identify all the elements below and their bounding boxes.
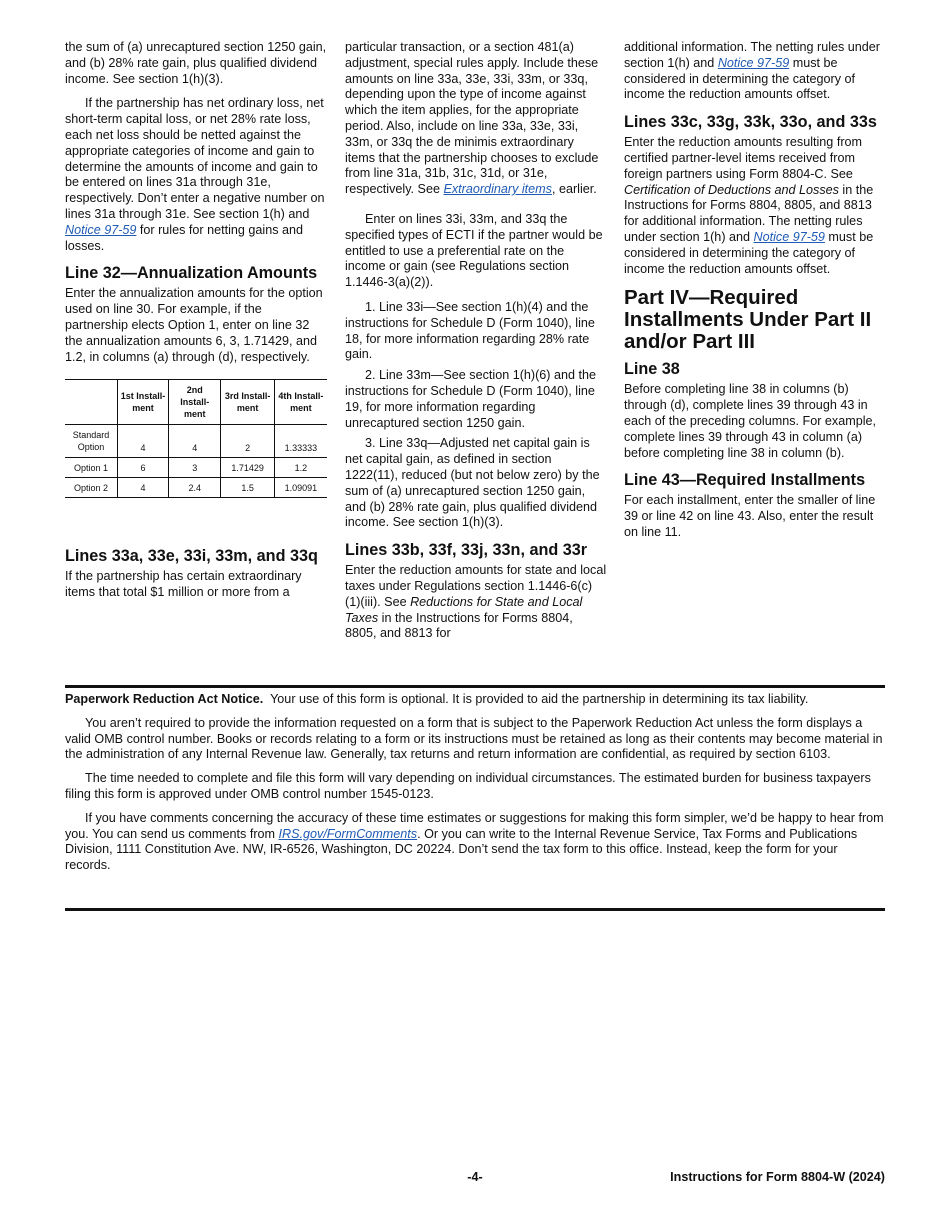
- page-number: -4-: [467, 1170, 483, 1184]
- table-header-cell: [65, 380, 118, 425]
- text: in the Instructions for Forms 8804, 8805, and 8813 for: [345, 610, 573, 641]
- text: . Or you can write to the Internal Revenue Service, Tax Forms and Publications Division, 1111 Constitution Ave. NW, IR-6526, Washington, DC 20224. Don’t send the tax form to this office. Instead, keep the form for your records.: [65, 826, 858, 873]
- list-item: 1. Line 33i—See section 1(h)(4) and the instructions for Schedule D (Form 1040), line 18, for more information regarding 28% rate gain.: [345, 299, 595, 362]
- heading-lines-33c: Lines 33c, 33g, 33k, 33o, and 33s: [624, 113, 877, 132]
- text: If the partnership has net ordinary loss, net short-term capital loss, or net 28% rate loss, each net loss should be netted against the appropriate categories of income and gain to determine the amounts of income and gain to be entered on lines 31a through 31e, respectively. Don’t enter a negative number on lines 31a through 31e. See section 1(h) and: [65, 96, 325, 221]
- paragraph: [345, 40, 607, 198]
- extraordinary-items-link[interactable]: Extraordinary items: [443, 182, 552, 197]
- text: in the Instructions for Forms 8804, 8805, and 8813 for additional information. The netting rules under section 1(h) and: [624, 182, 874, 244]
- paragraph: Enter the annualization amounts for the option used on line 30. For example, if the partnership elects Option 1, enter on line 32 the annualization amounts 6, 3, 1.71429, and 1.2, in columns (a) through (d), respectively.: [65, 286, 323, 364]
- reference-title: Certification of Deductions and Losses: [624, 182, 839, 197]
- form-title: Instructions for Form 8804-W (2024): [670, 1170, 885, 1184]
- text: If you have comments concerning the accuracy of these time estimates or suggestions for making this form simpler, we’d be happy to hear from you. You can send us comments from: [65, 810, 884, 841]
- table-header-row: [65, 380, 327, 425]
- paragraph: The time needed to complete and file this form will vary depending on individual circumstances. The estimated burden for business taxpayers filing this form is approved under OMB control number 1545-0123.: [65, 771, 871, 801]
- table-row: [65, 478, 327, 498]
- table-cell: 2: [221, 425, 274, 458]
- notice-97-59-link[interactable]: Notice 97-59: [753, 229, 825, 244]
- list-item: 2. Line 33m—See section 1(h)(6) and the instructions for Schedule D (Form 1040), line 19, for more information regarding unrecaptured section 1250 gain.: [345, 368, 597, 430]
- reference-title: Reductions for State and Local Taxes: [345, 594, 583, 625]
- paragraph: the sum of (a) unrecaptured section 1250 gain, and (b) 28% rate gain, plus qualified dividend income. See section 1(h)(3).: [65, 40, 327, 86]
- notice-97-59-link[interactable]: Notice 97-59: [65, 222, 137, 237]
- paragraph: Enter on lines 33i, 33m, and 33q the specified types of ECTI if the partner would be entitled to use a preferential rate on the income or gain (see Regulations section 1.1446-3(a)(2)).: [345, 211, 603, 290]
- table-cell: 1.33333: [274, 425, 327, 458]
- heading-part-iv: Part IV—Required Installments Under Part II and/or Part III: [624, 286, 872, 354]
- heading-line-38: Line 38: [624, 360, 680, 379]
- table-row: [65, 458, 327, 478]
- text: Enter the reduction amounts resulting from certified partner-level items received from foreign partners using Form 8804-C. See: [624, 135, 863, 181]
- notice-97-59-link[interactable]: Notice 97-59: [717, 55, 790, 70]
- paperwork-reduction-notice: [65, 685, 885, 882]
- table-header-cell: 1st Install-ment: [118, 380, 169, 425]
- text: additional information. The netting rules under section 1(h) and: [624, 40, 881, 70]
- text: , earlier.: [551, 182, 597, 197]
- heading-line-43: Line 43—Required Installments: [624, 471, 866, 490]
- paragraph: [624, 135, 886, 277]
- text: Your use of this form is optional. It is provided to aid the partnership in determining its tax liability.: [270, 692, 809, 706]
- notice-title: Paperwork Reduction Act Notice.: [65, 692, 264, 706]
- table-cell: Option 2: [65, 478, 118, 498]
- list-item: 3. Line 33q—Adjusted net capital gain is net capital gain, as defined in section 1222(11), reduced (but not below zero) by the sum of (a) unrecaptured section 1250 gain, and (b) 28% rate gain, plus qualified dividend income. See section 1(h)(3).: [345, 436, 600, 530]
- table-cell: 3: [169, 458, 221, 478]
- table-cell: 1.71429: [221, 458, 274, 478]
- text: particular transaction, or a section 481(a) adjustment, special rules apply. Include these amounts on line 33a, 33e, 33i, 33m, or 33q, depending upon the type of income against which the item applies, for the appropriate period. Also, include on line 33a, 33e, 33i, 33m, or 33q the de minimis extraordinary items that the partnership chooses to exclude from line 31a, 31b, 31c, 31d, or 31e, respectively. See: [345, 40, 599, 197]
- column-1: [65, 40, 327, 610]
- paragraph: For each installment, enter the smaller of line 39 or line 42 on line 43. Also, enter the result on line 11.: [624, 493, 876, 539]
- table-header-cell: 4th Install-ment: [274, 380, 327, 425]
- table-cell: Standard Option: [65, 425, 118, 458]
- table-cell: 1.2: [274, 458, 327, 478]
- paragraph: If the partnership has certain extraordinary items that total $1 million or more from a: [65, 569, 302, 600]
- table-cell: 1.09091: [274, 478, 327, 498]
- text: for rules for netting gains and losses.: [65, 222, 304, 253]
- table-header-cell: 3rd Install-ment: [221, 380, 274, 425]
- paragraph: [624, 40, 886, 103]
- table-cell: 2.4: [169, 478, 221, 498]
- heading-lines-33a: Lines 33a, 33e, 33i, 33m, and 33q: [65, 547, 318, 566]
- table-header-cell: 2nd Install-ment: [169, 380, 221, 425]
- text: must be considered in determining the category of income the reduction amounts offset.: [624, 55, 856, 102]
- text: Enter the reduction amounts for state and local taxes under Regulations section 1.1446-6(c)(1)(iii). See: [345, 563, 607, 609]
- annualization-table: [65, 379, 327, 498]
- table-cell: 4: [118, 425, 169, 458]
- table-cell: 4: [169, 425, 221, 458]
- text: must be considered in determining the category of income the reduction amounts offset.: [624, 229, 874, 276]
- paragraph: You aren’t required to provide the information requested on a form that is subject to the Paperwork Reduction Act unless the form displays a valid OMB control number. Books or records relating to a form or its instructions must be retained as long as their contents may become material in the administration of any Internal Revenue law. Generally, tax returns and return information are confidential, as required by section 6103.: [65, 715, 883, 762]
- paragraph: [65, 692, 885, 708]
- table-cell: 4: [118, 478, 169, 498]
- paragraph: [65, 96, 327, 254]
- table-cell: Option 1: [65, 458, 118, 478]
- paragraph: [65, 811, 885, 874]
- table-cell: 1.5: [221, 478, 274, 498]
- table-row: [65, 425, 327, 458]
- paragraph: [345, 563, 607, 642]
- table-cell: 6: [118, 458, 169, 478]
- divider: [65, 908, 885, 911]
- column-2: [345, 40, 607, 651]
- heading-lines-33b: Lines 33b, 33f, 33j, 33n, and 33r: [345, 541, 588, 560]
- form-comments-link[interactable]: IRS.gov/FormComments: [278, 826, 418, 841]
- column-3: [624, 40, 886, 550]
- heading-line-32: Line 32—Annualization Amounts: [65, 264, 318, 283]
- paragraph: Before completing line 38 in columns (b) through (d), complete lines 39 through 43 in each of the preceding columns. For example, complete lines 39 through 43 in column (a) before completing line 38 in column (b).: [624, 382, 877, 460]
